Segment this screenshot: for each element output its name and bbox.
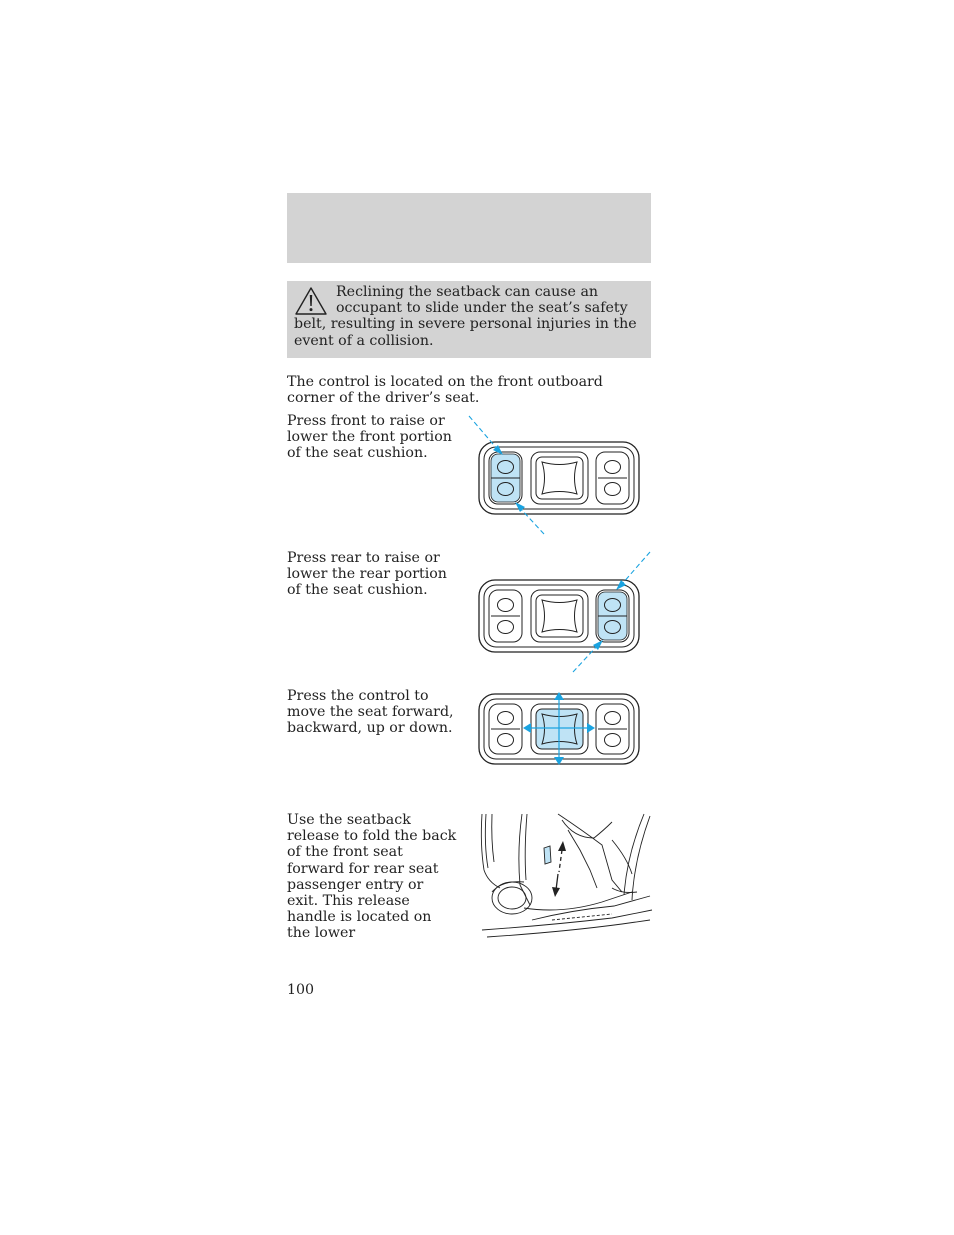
seat-control-center-highlight-diagram — [462, 688, 654, 770]
instruction-seatback-release: Use the seatback release to fold the back of the front seat forward for rear seat passenger entry or exit. This release handle is located on the lower — [287, 812, 457, 942]
instruction-front-cushion: Press front to raise or lower the front portion of the seat cushion. — [287, 413, 452, 462]
warning-paragraph — [294, 284, 644, 349]
intro-paragraph: The control is located on the front outboard corner of the driver’s seat. — [287, 374, 603, 407]
instruction-rear-cushion: Press rear to raise or lower the rear portion of the seat cushion. — [287, 550, 447, 599]
section-header-band — [287, 193, 651, 263]
seatback-release-illustration — [462, 810, 654, 940]
warning-text: Reclining the seatback can cause an occupant to slide under the seat’s safety belt, resulting in severe personal injuries in the event of a collision. — [294, 284, 637, 349]
page-number: 100 — [287, 982, 315, 998]
warning-box — [287, 281, 651, 358]
seat-control-rear-highlight-diagram — [462, 548, 654, 676]
instruction-center-control: Press the control to move the seat forward, backward, up or down. — [287, 688, 454, 737]
seat-control-front-highlight-diagram — [462, 410, 654, 538]
